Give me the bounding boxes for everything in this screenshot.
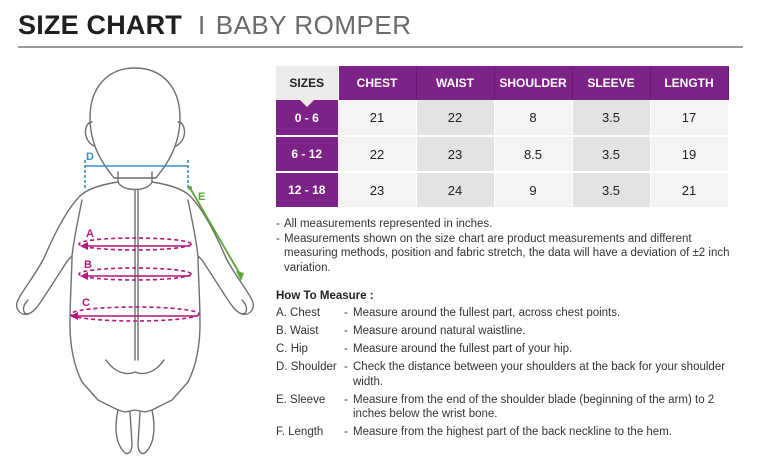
measure-label: C. Hip: [276, 343, 308, 355]
shoulder-cell: 8: [494, 100, 572, 136]
page-header: [18, 10, 411, 44]
note-dash: -: [276, 218, 280, 230]
size-cell: 12 - 18: [276, 172, 338, 208]
length-cell: 21: [650, 172, 728, 208]
page-subtitle: BABY ROMPER: [215, 10, 412, 40]
size-cell: 0 - 6: [276, 100, 338, 136]
shoulder-cell: 8.5: [494, 136, 572, 172]
page-title: SIZE CHART: [18, 10, 182, 40]
how-to-measure-list: [276, 306, 748, 443]
measure-dash: -: [344, 325, 348, 337]
sleeve-cell: 3.5: [572, 172, 650, 208]
measure-dash: -: [344, 393, 348, 406]
header-chest: CHEST: [338, 66, 416, 100]
sleeve-cell: 3.5: [572, 136, 650, 172]
size-chart-table: [276, 66, 729, 209]
table-row: [276, 172, 728, 208]
marker-d: D: [86, 151, 94, 163]
waist-cell: 23: [416, 136, 494, 172]
baby-right-hand: [242, 300, 247, 314]
note-text: All measurements represented in inches.: [284, 218, 493, 230]
measure-text: Check the distance between your shoulders at the back for your shoulder width.: [353, 361, 726, 388]
baby-romper-illustration: [10, 60, 268, 460]
shoulder-cell: 9: [494, 172, 572, 208]
header-length: LENGTH: [650, 66, 728, 100]
measure-text: Measure from the highest part of the back neckline to the hem.: [353, 426, 672, 438]
measure-text: Measure from the end of the shoulder blade (beginning of the arm) to 2 inches below the wrist bone.: [353, 393, 715, 420]
marker-b: B: [84, 259, 92, 271]
sleeve-cell: 3.5: [572, 100, 650, 136]
measure-label: B. Waist: [276, 325, 319, 337]
chest-cell: 22: [338, 136, 416, 172]
list-item: [276, 342, 748, 357]
baby-left-hand: [24, 300, 29, 314]
how-to-measure-title: How To Measure :: [276, 290, 374, 302]
list-item: [276, 324, 748, 339]
marker-a: A: [86, 228, 94, 240]
title-separator: I: [198, 10, 206, 40]
measurement-notes: [276, 217, 746, 275]
measure-dash: -: [344, 307, 348, 319]
header-sizes: SIZES: [276, 66, 338, 100]
romper-placket: [135, 190, 138, 360]
chest-cell: 23: [338, 172, 416, 208]
romper-collar: [118, 182, 152, 190]
baby-neck: [118, 172, 152, 182]
note-dash: -: [276, 232, 280, 245]
table-header-row: [276, 66, 728, 100]
baby-head-outline: [90, 68, 180, 178]
size-cell: 6 - 12: [276, 136, 338, 172]
header-shoulder: SHOULDER: [494, 66, 572, 100]
table-row: [276, 100, 728, 136]
sleeve-measure-line: [188, 186, 244, 281]
note-item: [276, 232, 746, 276]
baby-left-foot: [116, 410, 132, 454]
note-text: Measurements shown on the size chart are product measurements and different measuring methods, position and fabric stretch, the data will have a deviation of ±2 inch variation.: [284, 232, 730, 274]
romper-right-sleeve-seam: [188, 200, 198, 256]
romper-leg-opening: [106, 360, 164, 374]
header-waist: WAIST: [416, 66, 494, 100]
romper-left-sleeve-seam: [72, 200, 82, 256]
marker-c: C: [82, 297, 90, 309]
measure-dash: -: [344, 426, 348, 438]
header-notch: [300, 100, 314, 107]
measure-label: D. Shoulder: [276, 361, 337, 373]
measure-dash: -: [344, 343, 348, 355]
header-sleeve: SLEEVE: [572, 66, 650, 100]
measure-dash: -: [344, 361, 348, 373]
length-cell: 19: [650, 136, 728, 172]
list-item: [276, 425, 748, 440]
measure-label: F. Length: [276, 426, 324, 438]
table-row: [276, 136, 728, 172]
measure-text: Measure around the fullest part, across chest points.: [353, 307, 621, 319]
chest-cell: 21: [338, 100, 416, 136]
measure-label: A. Chest: [276, 307, 321, 319]
title-divider: [18, 46, 743, 48]
list-item: [276, 393, 748, 422]
length-cell: 17: [650, 100, 728, 136]
waist-cell: 22: [416, 100, 494, 136]
shoulder-measure-line: [85, 160, 188, 188]
marker-e: E: [198, 191, 206, 203]
measure-text: Measure around natural waistline.: [353, 325, 526, 337]
note-item: [276, 217, 746, 232]
list-item: [276, 360, 748, 389]
measure-label: E. Sleeve: [276, 393, 326, 406]
measure-text: Measure around the fullest part of your hip.: [353, 343, 573, 355]
baby-right-foot: [138, 410, 154, 454]
waist-cell: 24: [416, 172, 494, 208]
list-item: [276, 306, 748, 321]
